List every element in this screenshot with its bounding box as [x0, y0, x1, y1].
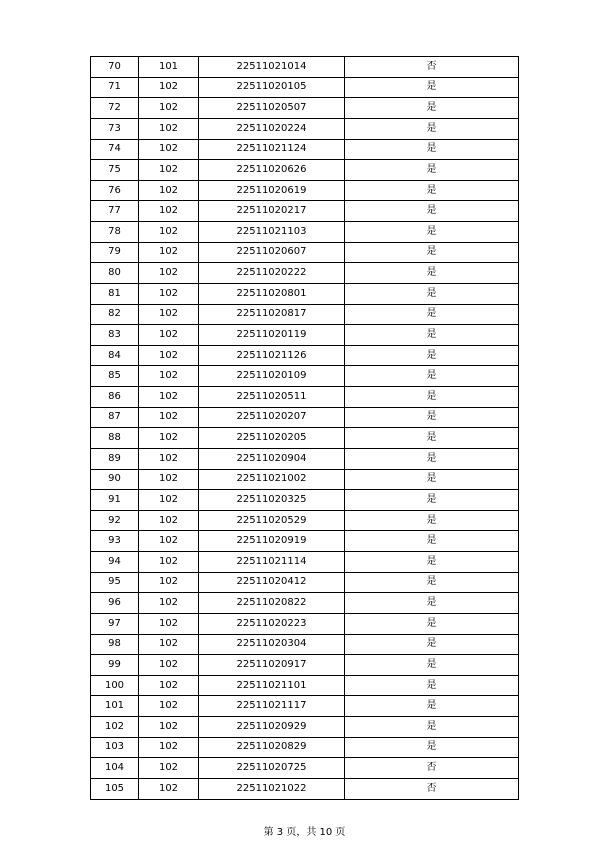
row-number-cell: 93	[91, 531, 139, 552]
status-cell: 是	[345, 118, 519, 139]
row-number-cell: 80	[91, 263, 139, 284]
group-code-cell: 102	[139, 263, 199, 284]
status-cell: 是	[345, 345, 519, 366]
row-number-cell: 81	[91, 283, 139, 304]
table-row	[91, 160, 519, 181]
status-cell: 是	[345, 407, 519, 428]
status-cell: 是	[345, 263, 519, 284]
results-table	[90, 56, 519, 800]
status-cell: 是	[345, 448, 519, 469]
group-code-cell: 102	[139, 201, 199, 222]
table-row	[91, 242, 519, 263]
group-code-cell: 102	[139, 428, 199, 449]
status-cell: 是	[345, 531, 519, 552]
id-number-cell: 22511020801	[199, 283, 345, 304]
id-number-cell: 22511020725	[199, 758, 345, 779]
status-cell: 是	[345, 634, 519, 655]
status-cell: 是	[345, 139, 519, 160]
group-code-cell: 101	[139, 57, 199, 78]
group-code-cell: 102	[139, 242, 199, 263]
row-number-cell: 72	[91, 98, 139, 119]
id-number-cell: 22511020607	[199, 242, 345, 263]
group-code-cell: 102	[139, 655, 199, 676]
id-number-cell: 22511021101	[199, 675, 345, 696]
id-number-cell: 22511020904	[199, 448, 345, 469]
status-cell: 是	[345, 593, 519, 614]
table-row	[91, 552, 519, 573]
status-cell: 是	[345, 675, 519, 696]
status-cell: 是	[345, 304, 519, 325]
table-row	[91, 696, 519, 717]
id-number-cell: 22511021126	[199, 345, 345, 366]
table-row	[91, 98, 519, 119]
group-code-cell: 102	[139, 345, 199, 366]
group-code-cell: 102	[139, 407, 199, 428]
status-cell: 否	[345, 778, 519, 799]
group-code-cell: 102	[139, 593, 199, 614]
group-code-cell: 102	[139, 531, 199, 552]
row-number-cell: 92	[91, 510, 139, 531]
status-cell: 是	[345, 655, 519, 676]
group-code-cell: 102	[139, 737, 199, 758]
id-number-cell: 22511020109	[199, 366, 345, 387]
group-code-cell: 102	[139, 758, 199, 779]
group-code-cell: 102	[139, 366, 199, 387]
status-cell: 是	[345, 201, 519, 222]
row-number-cell: 77	[91, 201, 139, 222]
table-row	[91, 428, 519, 449]
table-row	[91, 469, 519, 490]
status-cell: 是	[345, 222, 519, 243]
table-row	[91, 758, 519, 779]
status-cell: 是	[345, 717, 519, 738]
group-code-cell: 102	[139, 118, 199, 139]
row-number-cell: 74	[91, 139, 139, 160]
id-number-cell: 22511021022	[199, 778, 345, 799]
id-number-cell: 22511020325	[199, 490, 345, 511]
table-row	[91, 510, 519, 531]
row-number-cell: 85	[91, 366, 139, 387]
group-code-cell: 102	[139, 510, 199, 531]
table-row	[91, 57, 519, 78]
row-number-cell: 84	[91, 345, 139, 366]
id-number-cell: 22511020917	[199, 655, 345, 676]
row-number-cell: 97	[91, 613, 139, 634]
id-number-cell: 22511020626	[199, 160, 345, 181]
group-code-cell: 102	[139, 222, 199, 243]
group-code-cell: 102	[139, 778, 199, 799]
group-code-cell: 102	[139, 180, 199, 201]
table-row	[91, 407, 519, 428]
table-row	[91, 201, 519, 222]
status-cell: 是	[345, 387, 519, 408]
row-number-cell: 83	[91, 325, 139, 346]
status-cell: 是	[345, 510, 519, 531]
row-number-cell: 103	[91, 737, 139, 758]
table-row	[91, 304, 519, 325]
row-number-cell: 90	[91, 469, 139, 490]
row-number-cell: 73	[91, 118, 139, 139]
table-row	[91, 675, 519, 696]
id-number-cell: 22511020304	[199, 634, 345, 655]
table-row	[91, 387, 519, 408]
row-number-cell: 98	[91, 634, 139, 655]
table-row	[91, 366, 519, 387]
status-cell: 是	[345, 98, 519, 119]
id-number-cell: 22511020511	[199, 387, 345, 408]
row-number-cell: 82	[91, 304, 139, 325]
id-number-cell: 22511020222	[199, 263, 345, 284]
id-number-cell: 22511021014	[199, 57, 345, 78]
row-number-cell: 75	[91, 160, 139, 181]
id-number-cell: 22511020829	[199, 737, 345, 758]
id-number-cell: 22511020223	[199, 613, 345, 634]
id-number-cell: 22511020205	[199, 428, 345, 449]
status-cell: 否	[345, 758, 519, 779]
table-row	[91, 655, 519, 676]
table-row	[91, 737, 519, 758]
group-code-cell: 102	[139, 283, 199, 304]
status-cell: 是	[345, 696, 519, 717]
status-cell: 是	[345, 572, 519, 593]
row-number-cell: 104	[91, 758, 139, 779]
group-code-cell: 102	[139, 675, 199, 696]
status-cell: 是	[345, 490, 519, 511]
row-number-cell: 100	[91, 675, 139, 696]
status-cell: 是	[345, 325, 519, 346]
table-row	[91, 490, 519, 511]
id-number-cell: 22511021002	[199, 469, 345, 490]
id-number-cell: 22511020619	[199, 180, 345, 201]
id-number-cell: 22511020224	[199, 118, 345, 139]
table-row	[91, 283, 519, 304]
id-number-cell: 22511021103	[199, 222, 345, 243]
id-number-cell: 22511020529	[199, 510, 345, 531]
status-cell: 是	[345, 242, 519, 263]
id-number-cell: 22511021117	[199, 696, 345, 717]
id-number-cell: 22511020929	[199, 717, 345, 738]
group-code-cell: 102	[139, 448, 199, 469]
group-code-cell: 102	[139, 304, 199, 325]
table-row	[91, 180, 519, 201]
row-number-cell: 101	[91, 696, 139, 717]
row-number-cell: 76	[91, 180, 139, 201]
group-code-cell: 102	[139, 613, 199, 634]
row-number-cell: 99	[91, 655, 139, 676]
status-cell: 是	[345, 428, 519, 449]
id-number-cell: 22511020119	[199, 325, 345, 346]
table-row	[91, 139, 519, 160]
results-table-body	[91, 57, 519, 800]
id-number-cell: 22511020207	[199, 407, 345, 428]
id-number-cell: 22511020105	[199, 77, 345, 98]
id-number-cell: 22511021124	[199, 139, 345, 160]
group-code-cell: 102	[139, 634, 199, 655]
row-number-cell: 105	[91, 778, 139, 799]
row-number-cell: 88	[91, 428, 139, 449]
table-row	[91, 531, 519, 552]
status-cell: 否	[345, 57, 519, 78]
table-row	[91, 593, 519, 614]
status-cell: 是	[345, 469, 519, 490]
row-number-cell: 78	[91, 222, 139, 243]
page-number-footer: 第 3 页，共 10 页	[263, 827, 346, 838]
status-cell: 是	[345, 366, 519, 387]
table-row	[91, 572, 519, 593]
group-code-cell: 102	[139, 696, 199, 717]
group-code-cell: 102	[139, 469, 199, 490]
table-row	[91, 448, 519, 469]
table-row	[91, 345, 519, 366]
group-code-cell: 102	[139, 77, 199, 98]
table-row	[91, 222, 519, 243]
group-code-cell: 102	[139, 490, 199, 511]
group-code-cell: 102	[139, 325, 199, 346]
row-number-cell: 70	[91, 57, 139, 78]
row-number-cell: 95	[91, 572, 139, 593]
group-code-cell: 102	[139, 572, 199, 593]
group-code-cell: 102	[139, 98, 199, 119]
status-cell: 是	[345, 160, 519, 181]
table-row	[91, 263, 519, 284]
table-row	[91, 77, 519, 98]
id-number-cell: 22511020817	[199, 304, 345, 325]
table-row	[91, 325, 519, 346]
table-row	[91, 613, 519, 634]
row-number-cell: 79	[91, 242, 139, 263]
id-number-cell: 22511020919	[199, 531, 345, 552]
row-number-cell: 71	[91, 77, 139, 98]
group-code-cell: 102	[139, 717, 199, 738]
id-number-cell: 22511020412	[199, 572, 345, 593]
table-row	[91, 717, 519, 738]
status-cell: 是	[345, 613, 519, 634]
group-code-cell: 102	[139, 160, 199, 181]
group-code-cell: 102	[139, 387, 199, 408]
row-number-cell: 87	[91, 407, 139, 428]
status-cell: 是	[345, 737, 519, 758]
status-cell: 是	[345, 77, 519, 98]
row-number-cell: 86	[91, 387, 139, 408]
table-row	[91, 118, 519, 139]
id-number-cell: 22511020822	[199, 593, 345, 614]
row-number-cell: 102	[91, 717, 139, 738]
table-row	[91, 634, 519, 655]
id-number-cell: 22511020507	[199, 98, 345, 119]
row-number-cell: 89	[91, 448, 139, 469]
row-number-cell: 91	[91, 490, 139, 511]
group-code-cell: 102	[139, 139, 199, 160]
status-cell: 是	[345, 552, 519, 573]
table-row	[91, 778, 519, 799]
id-number-cell: 22511021114	[199, 552, 345, 573]
row-number-cell: 96	[91, 593, 139, 614]
id-number-cell: 22511020217	[199, 201, 345, 222]
row-number-cell: 94	[91, 552, 139, 573]
group-code-cell: 102	[139, 552, 199, 573]
status-cell: 是	[345, 283, 519, 304]
status-cell: 是	[345, 180, 519, 201]
